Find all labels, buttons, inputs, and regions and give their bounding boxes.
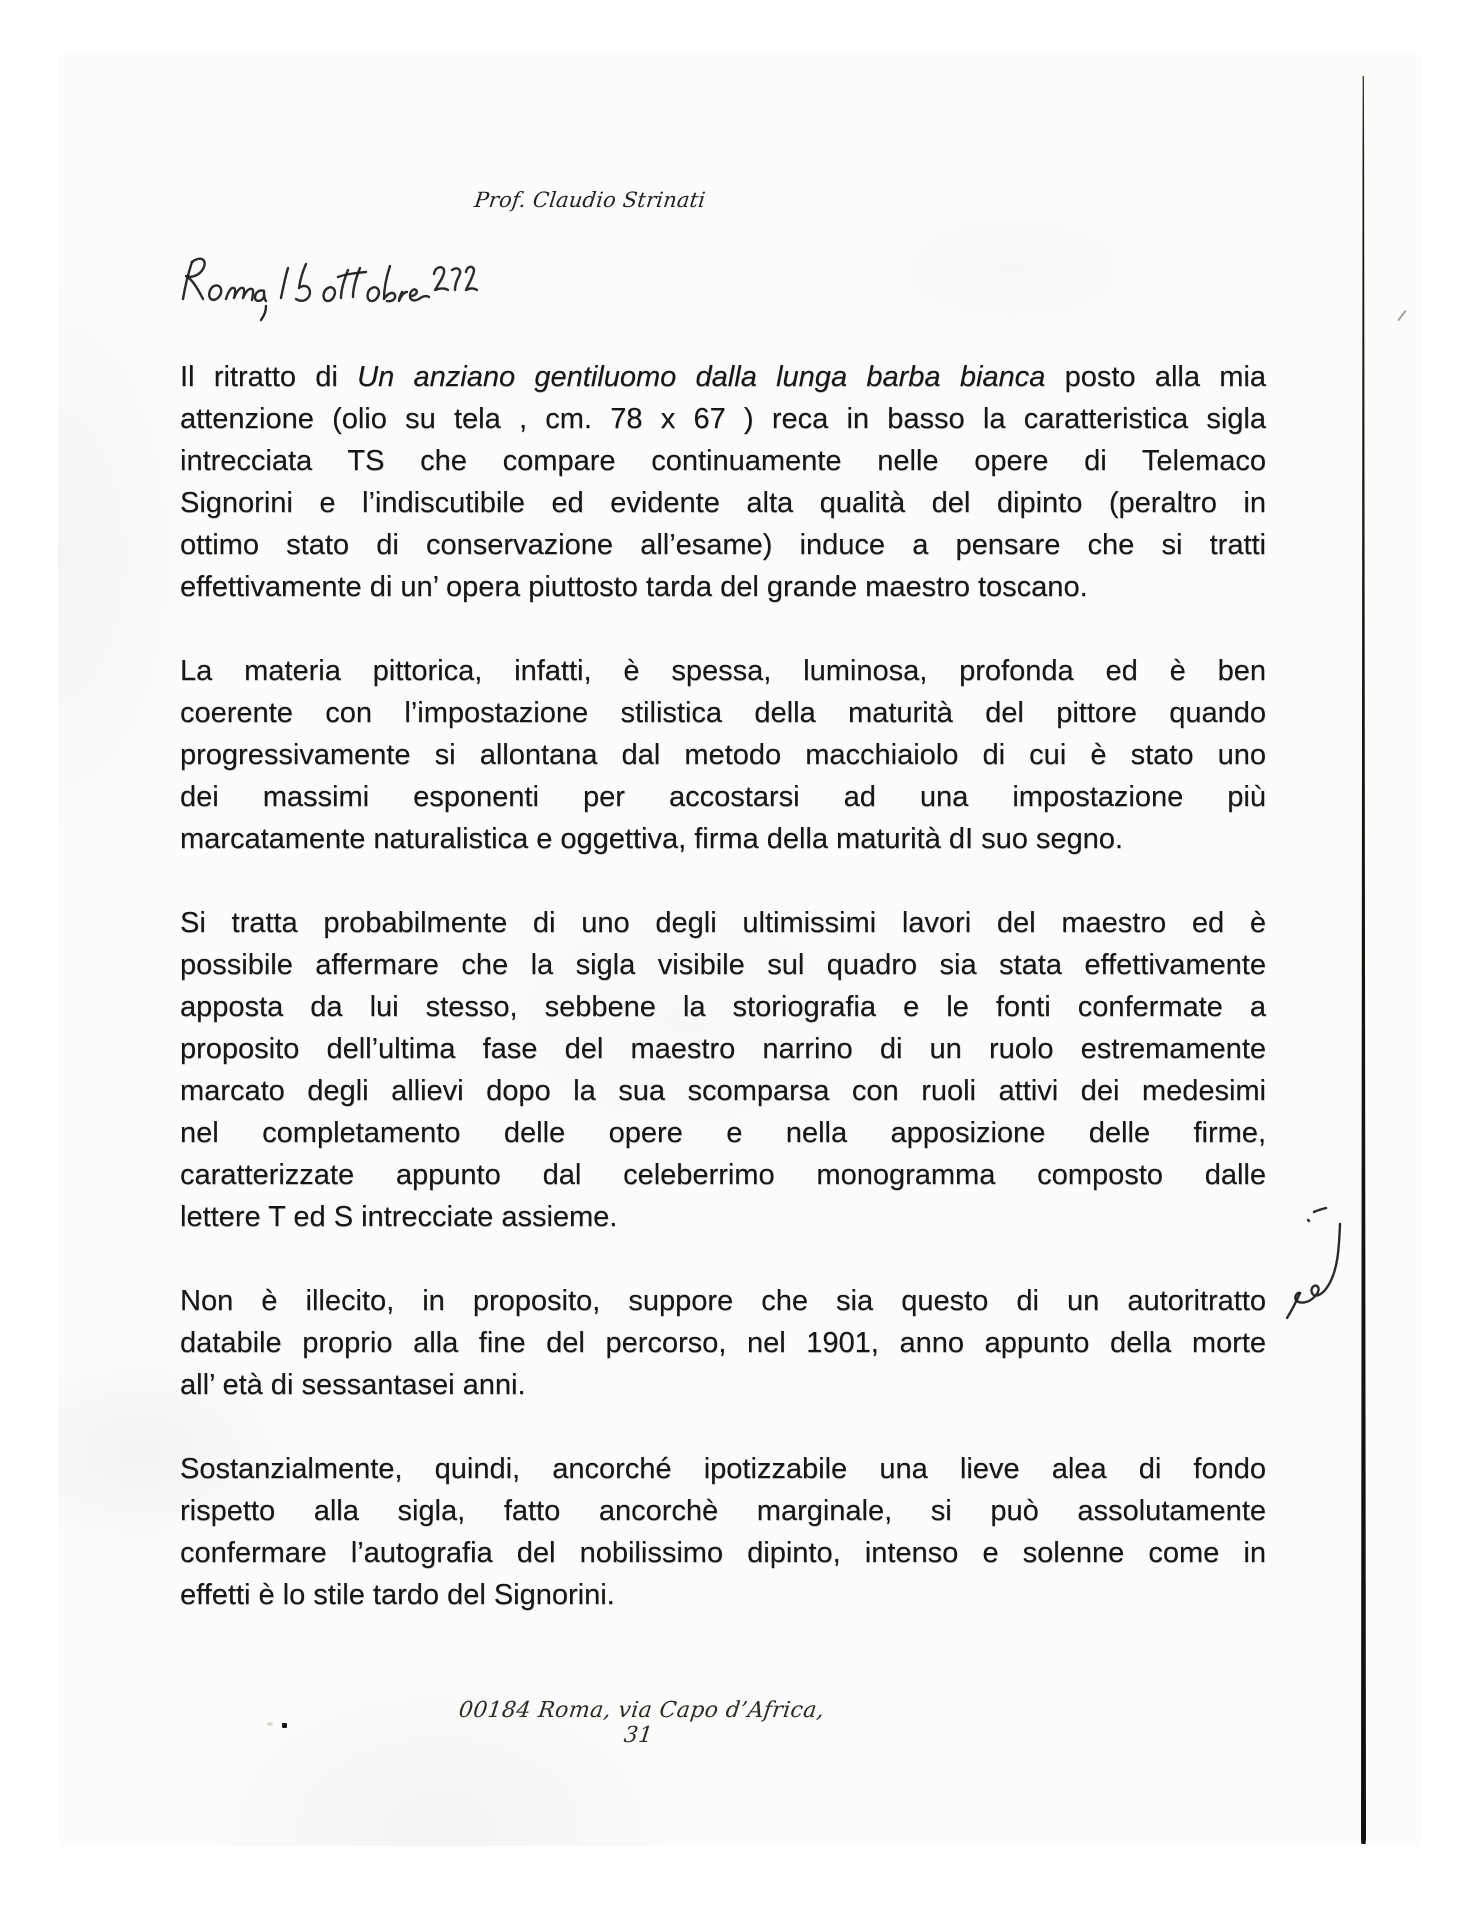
handwriting-date-icon	[176, 246, 478, 328]
body-line: rispetto alla sigla, fatto ancorchè marginale, si può assolutamente	[180, 1495, 1266, 1527]
body-line: all’ età di sessantasei anni.	[180, 1369, 526, 1401]
body-line: confermare l’autografia del nobilissimo dipinto, intenso e solenne come in	[180, 1537, 1266, 1569]
body-line: effetti è lo stile tardo del Signorini.	[180, 1579, 615, 1611]
body-line: marcato degli allievi dopo la sua scomparsa con ruoli attivi dei medesimi	[180, 1075, 1266, 1107]
scan-dot-faint-artifact	[267, 1722, 273, 1726]
body-line: Sostanzialmente, quindi, ancorché ipotizzabile una lieve alea di fondo	[180, 1453, 1266, 1485]
paragraph	[180, 902, 1266, 1238]
body-text	[180, 356, 1266, 1658]
body-line: apposta da lui stesso, sebbene la storiografia e le fonti confermate a	[180, 991, 1266, 1023]
body-line: attenzione (olio su tela , cm. 78 x 67 ) reca in basso la caratteristica sigla	[180, 403, 1266, 435]
paragraph	[180, 356, 1266, 608]
body-line: nel completamento delle opere e nella apposizione delle firme,	[180, 1117, 1266, 1149]
body-line: coerente con l’impostazione stilistica della maturità del pittore quando	[180, 697, 1266, 729]
body-line: possibile affermare che la sigla visibile sul quadro sia stata effettivamente	[180, 949, 1266, 981]
body-line: lettere T ed S intrecciate assieme.	[180, 1201, 618, 1233]
body-line: caratterizzate appunto dal celeberrimo monogramma composto dalle	[180, 1159, 1266, 1191]
body-line: intrecciata TS che compare continuamente nelle opere di Telemaco	[180, 445, 1266, 477]
body-line: Non è illecito, in proposito, suppore che sia questo di un autoritratto	[180, 1285, 1266, 1317]
paragraph	[180, 1448, 1266, 1616]
body-line: proposito dell’ultima fase del maestro narrino di un ruolo estremamente	[180, 1033, 1266, 1065]
paragraph	[180, 650, 1266, 860]
handwritten-date	[176, 246, 478, 328]
body-line: Signorini e l’indiscutibile ed evidente alta qualità del dipinto (peraltro in	[180, 487, 1266, 519]
body-line: La materia pittorica, infatti, è spessa, luminosa, profonda ed è ben	[180, 655, 1266, 687]
body-line: Il ritratto di Un anziano gentiluomo dalla lunga barba bianca posto alla mia	[180, 361, 1266, 393]
body-line: marcatamente naturalistica e oggettiva, firma della maturità dI suo segno.	[180, 823, 1123, 855]
body-line: effettivamente di un’ opera piuttosto tarda del grande maestro toscano.	[180, 571, 1088, 603]
handwriting-signature	[1280, 1200, 1350, 1335]
scan-dot-artifact	[282, 1723, 287, 1728]
body-line: progressivamente si allontana dal metodo macchiaiolo di cui è stato uno	[180, 739, 1266, 771]
footer-address: 00184 Roma, via Capo d’Africa, 31	[457, 1698, 826, 1748]
body-line: dei massimi esponenti per accostarsi ad una impostazione più	[180, 781, 1266, 813]
paragraph	[180, 1280, 1266, 1406]
body-line: databile proprio alla fine del percorso, nel 1901, anno appunto della morte	[180, 1327, 1266, 1359]
letterhead-name: Prof. Claudio Strinati	[473, 188, 707, 212]
signature-scrawl-icon	[1280, 1200, 1350, 1335]
body-line: Si tratta probabilmente di uno degli ultimissimi lavori del maestro ed è	[180, 907, 1266, 939]
body-line: ottimo stato di conservazione all’esame) induce a pensare che si tratti	[180, 529, 1266, 561]
